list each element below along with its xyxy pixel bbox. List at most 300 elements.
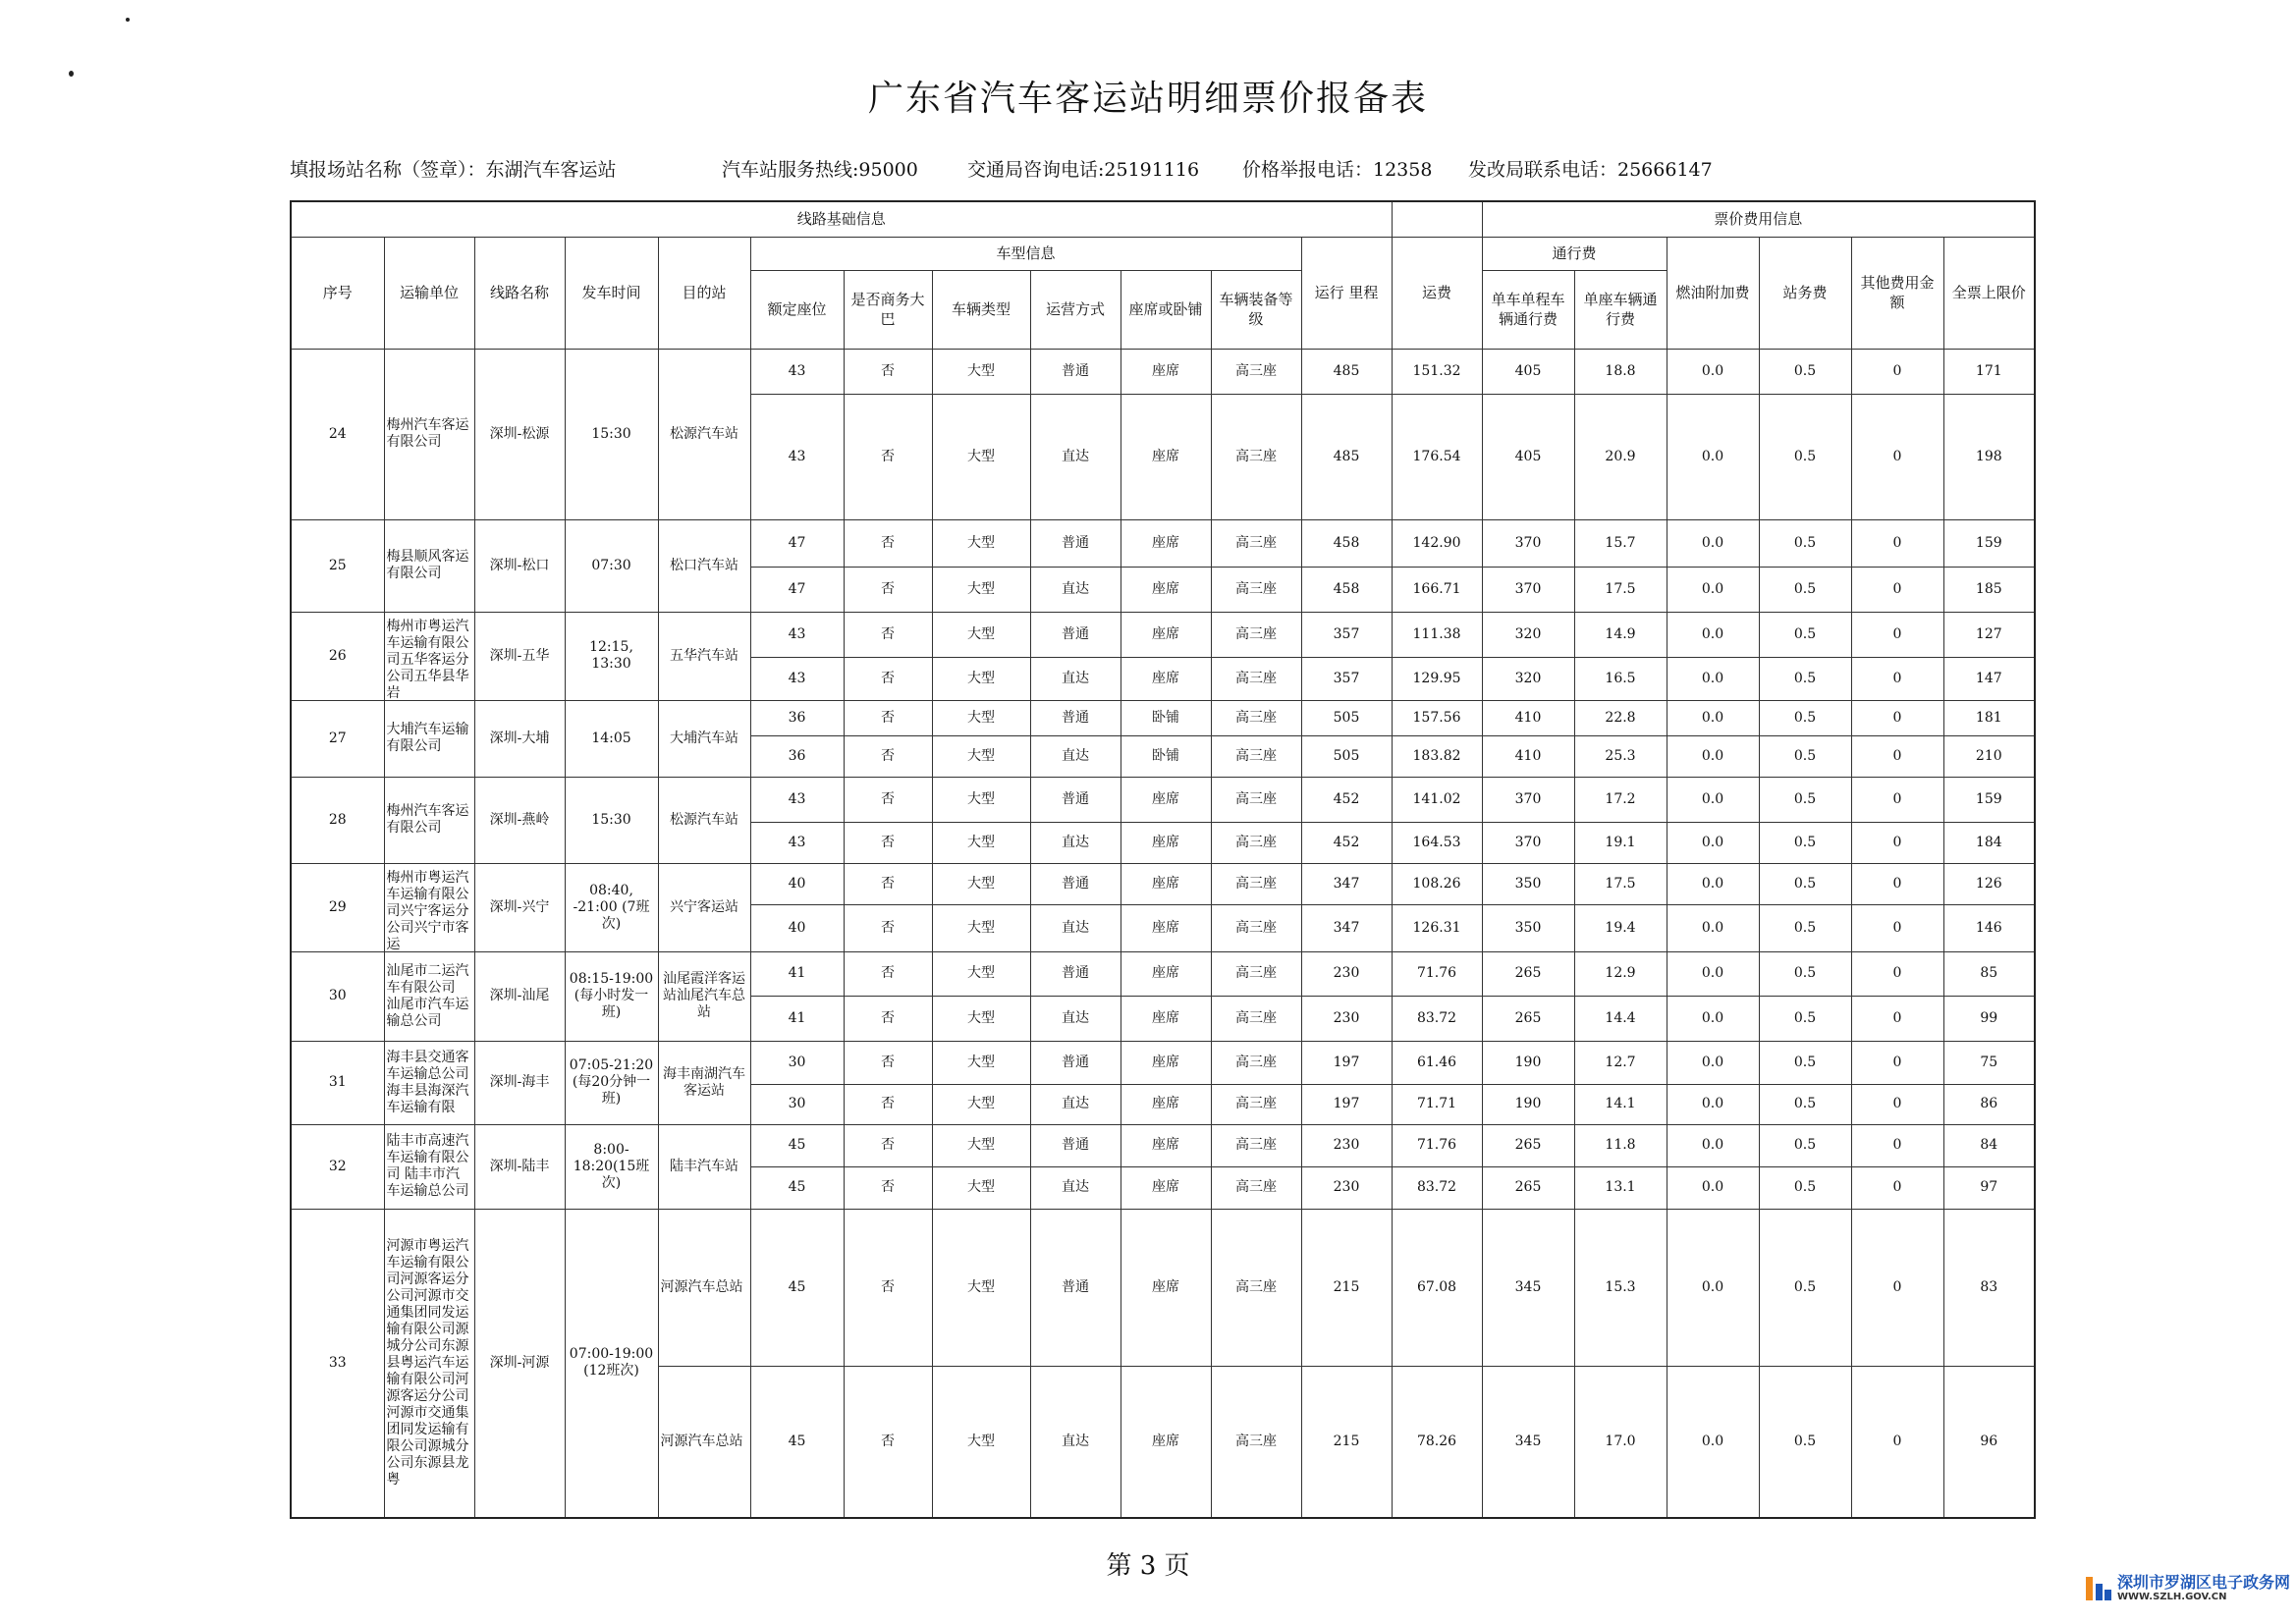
other-fee-cell: 0 xyxy=(1851,904,1943,951)
operator-cell xyxy=(384,519,474,612)
destination-cell: 松源汽车站 xyxy=(658,777,750,863)
seat-type-cell: 座席 xyxy=(1121,863,1211,904)
max-price-cell: 99 xyxy=(1943,996,2035,1041)
station-fee-cell: 0.5 xyxy=(1759,1084,1851,1124)
departure-cell: 08:40, -21:00 (7班次) xyxy=(565,863,658,951)
other-fee-cell: 0 xyxy=(1851,1166,1943,1209)
business-cell: 否 xyxy=(844,1124,932,1166)
fare-info-header: 票价费用信息 xyxy=(1482,201,2035,237)
departure-cell: 08:15-19:00 (每小时发一班) xyxy=(565,951,658,1041)
vehicle-type-cell: 大型 xyxy=(932,612,1030,657)
seats-cell: 43 xyxy=(750,612,844,657)
station-fee-cell: 0.5 xyxy=(1759,822,1851,863)
fare-cell: 164.53 xyxy=(1392,822,1482,863)
seat-type-cell: 座席 xyxy=(1121,612,1211,657)
mode-cell: 普通 xyxy=(1030,1209,1121,1366)
toll-seat-cell: 22.8 xyxy=(1574,700,1667,735)
seat-type-cell: 卧铺 xyxy=(1121,735,1211,777)
grade-cell: 高三座 xyxy=(1211,735,1301,777)
table-row xyxy=(291,519,2035,567)
mileage-cell: 485 xyxy=(1301,349,1392,394)
max-price-cell: 85 xyxy=(1943,951,2035,996)
seat-type-cell: 座席 xyxy=(1121,349,1211,394)
table-row xyxy=(291,612,2035,657)
toll-seat-cell: 17.0 xyxy=(1574,1366,1667,1518)
grade-cell: 高三座 xyxy=(1211,863,1301,904)
toll-single-cell: 370 xyxy=(1482,822,1574,863)
vehicle-type-cell: 大型 xyxy=(932,1366,1030,1518)
business-cell: 否 xyxy=(844,904,932,951)
grade-cell: 高三座 xyxy=(1211,700,1301,735)
col-fuel: 燃油附加费 xyxy=(1667,237,1759,349)
departure-cell: 15:30 xyxy=(565,777,658,863)
route-cell: 深圳-松源 xyxy=(474,349,565,519)
mileage-cell: 485 xyxy=(1301,394,1392,519)
vehicle-type-cell: 大型 xyxy=(932,951,1030,996)
grade-cell: 高三座 xyxy=(1211,1124,1301,1166)
seats-cell: 36 xyxy=(750,700,844,735)
seats-cell: 45 xyxy=(750,1124,844,1166)
col-toll-seat: 单座车辆通行费 xyxy=(1574,270,1667,349)
departure-cell: 15:30 xyxy=(565,349,658,519)
seat-type-cell: 座席 xyxy=(1121,1209,1211,1366)
seat-type-cell: 座席 xyxy=(1121,657,1211,700)
vehicle-type-cell: 大型 xyxy=(932,863,1030,904)
seq-cell: 30 xyxy=(291,951,384,1041)
fuel-cell: 0.0 xyxy=(1667,735,1759,777)
operator-cell xyxy=(384,951,474,1041)
hotline: 汽车站服务热线:95000 xyxy=(722,159,918,181)
mode-cell: 普通 xyxy=(1030,863,1121,904)
col-max: 全票上限价 xyxy=(1943,237,2035,349)
scan-speck xyxy=(69,71,74,77)
seq-cell: 25 xyxy=(291,519,384,612)
toll-seat-cell: 11.8 xyxy=(1574,1124,1667,1166)
business-cell: 否 xyxy=(844,1209,932,1366)
mileage-cell: 230 xyxy=(1301,1166,1392,1209)
toll-single-cell: 345 xyxy=(1482,1366,1574,1518)
mileage-cell: 452 xyxy=(1301,777,1392,822)
table-row xyxy=(291,863,2035,904)
max-price-cell: 146 xyxy=(1943,904,2035,951)
seat-type-cell: 座席 xyxy=(1121,394,1211,519)
departure-cell: 07:30 xyxy=(565,519,658,612)
station-fee-cell: 0.5 xyxy=(1759,1041,1851,1084)
station-fee-cell: 0.5 xyxy=(1759,996,1851,1041)
col-grade: 车辆装备等级 xyxy=(1211,270,1301,349)
station-fee-cell: 0.5 xyxy=(1759,904,1851,951)
fare-cell: 176.54 xyxy=(1392,394,1482,519)
mileage-cell: 215 xyxy=(1301,1209,1392,1366)
fare-cell: 67.08 xyxy=(1392,1209,1482,1366)
fuel-cell: 0.0 xyxy=(1667,996,1759,1041)
business-cell: 否 xyxy=(844,700,932,735)
other-fee-cell: 0 xyxy=(1851,700,1943,735)
fare-cell: 166.71 xyxy=(1392,567,1482,612)
grade-cell: 高三座 xyxy=(1211,657,1301,700)
business-cell: 否 xyxy=(844,567,932,612)
grade-cell: 高三座 xyxy=(1211,1166,1301,1209)
other-fee-cell: 0 xyxy=(1851,777,1943,822)
station-fee-cell: 0.5 xyxy=(1759,700,1851,735)
max-price-cell: 97 xyxy=(1943,1166,2035,1209)
seq-cell: 29 xyxy=(291,863,384,951)
toll-single-cell: 265 xyxy=(1482,1124,1574,1166)
seat-type-cell: 座席 xyxy=(1121,1366,1211,1518)
vehicle-type-cell: 大型 xyxy=(932,519,1030,567)
route-cell: 深圳-陆丰 xyxy=(474,1124,565,1209)
fare-cell: 83.72 xyxy=(1392,996,1482,1041)
mode-cell: 直达 xyxy=(1030,394,1121,519)
max-price-cell: 210 xyxy=(1943,735,2035,777)
mileage-cell: 230 xyxy=(1301,951,1392,996)
business-cell: 否 xyxy=(844,1041,932,1084)
grade-cell: 高三座 xyxy=(1211,349,1301,394)
business-cell: 否 xyxy=(844,1366,932,1518)
table-row xyxy=(291,1209,2035,1366)
mode-cell: 普通 xyxy=(1030,349,1121,394)
price-phone: 价格举报电话：12358 xyxy=(1242,159,1433,181)
vehicle-type-cell: 大型 xyxy=(932,700,1030,735)
toll-seat-cell: 14.4 xyxy=(1574,996,1667,1041)
seats-cell: 40 xyxy=(750,863,844,904)
other-fee-cell: 0 xyxy=(1851,1041,1943,1084)
seats-cell: 45 xyxy=(750,1166,844,1209)
fuel-cell: 0.0 xyxy=(1667,394,1759,519)
mode-cell: 普通 xyxy=(1030,1124,1121,1166)
grade-cell: 高三座 xyxy=(1211,951,1301,996)
grade-cell: 高三座 xyxy=(1211,612,1301,657)
toll-single-cell: 410 xyxy=(1482,700,1574,735)
operator-cell xyxy=(384,1124,474,1209)
mileage-cell: 230 xyxy=(1301,1124,1392,1166)
fare-cell: 129.95 xyxy=(1392,657,1482,700)
vehicle-type-cell: 大型 xyxy=(932,735,1030,777)
other-fee-cell: 0 xyxy=(1851,996,1943,1041)
toll-seat-cell: 13.1 xyxy=(1574,1166,1667,1209)
toll-seat-cell: 19.1 xyxy=(1574,822,1667,863)
business-cell: 否 xyxy=(844,951,932,996)
fuel-cell: 0.0 xyxy=(1667,349,1759,394)
operator-cell xyxy=(384,777,474,863)
seat-type-cell: 座席 xyxy=(1121,1041,1211,1084)
toll-single-cell: 265 xyxy=(1482,996,1574,1041)
mileage-cell: 197 xyxy=(1301,1041,1392,1084)
station-fee-cell: 0.5 xyxy=(1759,612,1851,657)
ndrc-phone: 发改局联系电话：25666147 xyxy=(1468,159,1713,181)
mode-cell: 普通 xyxy=(1030,700,1121,735)
page-title: 广东省汽车客运站明细票价报备表 xyxy=(867,79,1428,119)
seat-type-cell: 座席 xyxy=(1121,1124,1211,1166)
toll-seat-cell: 12.7 xyxy=(1574,1041,1667,1084)
other-fee-cell: 0 xyxy=(1851,657,1943,700)
station-fee-cell: 0.5 xyxy=(1759,1209,1851,1366)
mileage-cell: 347 xyxy=(1301,863,1392,904)
route-cell: 深圳-大埔 xyxy=(474,700,565,777)
business-cell: 否 xyxy=(844,863,932,904)
business-cell: 否 xyxy=(844,822,932,863)
grade-cell: 高三座 xyxy=(1211,822,1301,863)
mode-cell: 直达 xyxy=(1030,822,1121,863)
grade-cell: 高三座 xyxy=(1211,904,1301,951)
table-row xyxy=(291,777,2035,822)
mileage-cell: 505 xyxy=(1301,735,1392,777)
operator-text: 梅县顺风客运有限公司 xyxy=(386,549,469,581)
route-cell: 深圳-兴宁 xyxy=(474,863,565,951)
operator-text: 河源市粤运汽车运输有限公司河源客运分公司河源市交通集团同发运输有限公司源城分公司东源县粤运汽车运输有限公司河源客运分公司河源市交通集团同发运输有限公司源城分公司东源县龙粤 xyxy=(386,1237,469,1488)
vehicle-type-cell: 大型 xyxy=(932,657,1030,700)
vehicle-type-cell: 大型 xyxy=(932,777,1030,822)
seats-cell: 40 xyxy=(750,904,844,951)
route-info-header: 线路基础信息 xyxy=(291,201,1392,237)
departure-cell: 8:00-18:20(15班次) xyxy=(565,1124,658,1209)
station-fee-cell: 0.5 xyxy=(1759,394,1851,519)
mode-cell: 普通 xyxy=(1030,519,1121,567)
toll-single-cell: 320 xyxy=(1482,657,1574,700)
destination-cell: 海丰南湖汽车客运站 xyxy=(658,1041,750,1124)
mileage-cell: 197 xyxy=(1301,1084,1392,1124)
other-fee-cell: 0 xyxy=(1851,1209,1943,1366)
col-seats: 额定座位 xyxy=(750,270,844,349)
vehicle-type-cell: 大型 xyxy=(932,1166,1030,1209)
destination-cell: 五华汽车站 xyxy=(658,612,750,700)
vehicle-type-cell: 大型 xyxy=(932,1084,1030,1124)
fuel-cell: 0.0 xyxy=(1667,822,1759,863)
business-cell: 否 xyxy=(844,394,932,519)
fuel-cell: 0.0 xyxy=(1667,1366,1759,1518)
max-price-cell: 127 xyxy=(1943,612,2035,657)
seats-cell: 47 xyxy=(750,519,844,567)
fare-cell: 83.72 xyxy=(1392,1166,1482,1209)
station-fee-cell: 0.5 xyxy=(1759,519,1851,567)
col-station-fee: 站务费 xyxy=(1759,237,1851,349)
toll-seat-cell: 17.5 xyxy=(1574,567,1667,612)
fare-cell: 142.90 xyxy=(1392,519,1482,567)
seat-type-cell: 座席 xyxy=(1121,996,1211,1041)
seats-cell: 30 xyxy=(750,1084,844,1124)
other-fee-cell: 0 xyxy=(1851,349,1943,394)
mode-cell: 普通 xyxy=(1030,612,1121,657)
seq-cell: 28 xyxy=(291,777,384,863)
max-price-cell: 147 xyxy=(1943,657,2035,700)
seats-cell: 45 xyxy=(750,1366,844,1518)
fuel-cell: 0.0 xyxy=(1667,1041,1759,1084)
operator-cell xyxy=(384,1041,483,1124)
route-cell: 深圳-汕尾 xyxy=(474,951,565,1041)
business-cell: 否 xyxy=(844,1084,932,1124)
max-price-cell: 86 xyxy=(1943,1084,2035,1124)
seats-cell: 36 xyxy=(750,735,844,777)
vehicle-type-cell: 大型 xyxy=(932,1041,1030,1084)
station-fee-cell: 0.5 xyxy=(1759,863,1851,904)
mode-cell: 直达 xyxy=(1030,657,1121,700)
col-mileage: 运行 里程 xyxy=(1301,237,1392,349)
fare-cell: 151.32 xyxy=(1392,349,1482,394)
mileage-cell: 215 xyxy=(1301,1366,1392,1518)
route-cell: 深圳-松口 xyxy=(474,519,565,612)
mileage-cell: 357 xyxy=(1301,612,1392,657)
station-fee-cell: 0.5 xyxy=(1759,349,1851,394)
vehicle-type-cell: 大型 xyxy=(932,904,1030,951)
operator-text: 梅州汽车客运有限公司 xyxy=(386,803,469,836)
other-fee-cell: 0 xyxy=(1851,567,1943,612)
toll-single-cell: 370 xyxy=(1482,777,1574,822)
station-fee-cell: 0.5 xyxy=(1759,1366,1851,1518)
col-seat-type: 座席或卧铺 xyxy=(1121,270,1211,349)
vehicle-type-cell: 大型 xyxy=(932,1124,1030,1166)
scan-speck xyxy=(126,18,130,22)
table-row xyxy=(291,700,2035,735)
max-price-cell: 159 xyxy=(1943,777,2035,822)
mileage-cell: 347 xyxy=(1301,904,1392,951)
mileage-cell: 230 xyxy=(1301,996,1392,1041)
fuel-cell: 0.0 xyxy=(1667,1209,1759,1366)
seats-cell: 43 xyxy=(750,394,844,519)
col-seq: 序号 xyxy=(291,237,384,349)
toll-seat-cell: 19.4 xyxy=(1574,904,1667,951)
toll-single-cell: 350 xyxy=(1482,863,1574,904)
station-fee-cell: 0.5 xyxy=(1759,951,1851,996)
operator-cell xyxy=(384,700,474,777)
other-fee-cell: 0 xyxy=(1851,1366,1943,1518)
max-price-cell: 171 xyxy=(1943,349,2035,394)
mode-cell: 直达 xyxy=(1030,996,1121,1041)
max-price-cell: 126 xyxy=(1943,863,2035,904)
business-cell: 否 xyxy=(844,777,932,822)
toll-seat-cell: 17.2 xyxy=(1574,777,1667,822)
fare-cell: 71.76 xyxy=(1392,1124,1482,1166)
table-row xyxy=(291,349,2035,394)
fuel-cell: 0.0 xyxy=(1667,777,1759,822)
business-cell: 否 xyxy=(844,735,932,777)
business-cell: 否 xyxy=(844,996,932,1041)
station-fee-cell: 0.5 xyxy=(1759,657,1851,700)
toll-single-cell: 370 xyxy=(1482,519,1574,567)
table-row xyxy=(291,951,2035,996)
site-logo-icon xyxy=(2084,1574,2113,1603)
operator-text: 梅州市粤运汽车运输有限公司兴宁客运分公司兴宁市客运 xyxy=(386,870,469,952)
toll-seat-cell: 25.3 xyxy=(1574,735,1667,777)
seats-cell: 45 xyxy=(750,1209,844,1366)
mode-cell: 普通 xyxy=(1030,777,1121,822)
toll-single-cell: 320 xyxy=(1482,612,1574,657)
fuel-cell: 0.0 xyxy=(1667,612,1759,657)
grade-cell: 高三座 xyxy=(1211,1084,1301,1124)
toll-single-cell: 350 xyxy=(1482,904,1574,951)
fare-cell: 61.46 xyxy=(1392,1041,1482,1084)
toll-seat-cell: 15.3 xyxy=(1574,1209,1667,1366)
fuel-cell: 0.0 xyxy=(1667,567,1759,612)
seat-type-cell: 座席 xyxy=(1121,951,1211,996)
grade-cell: 高三座 xyxy=(1211,394,1301,519)
max-price-cell: 96 xyxy=(1943,1366,2035,1518)
grade-cell: 高三座 xyxy=(1211,1041,1301,1084)
toll-single-cell: 405 xyxy=(1482,349,1574,394)
business-cell: 否 xyxy=(844,1166,932,1209)
fuel-cell: 0.0 xyxy=(1667,904,1759,951)
max-price-cell: 185 xyxy=(1943,567,2035,612)
vehicle-type-cell: 大型 xyxy=(932,1209,1030,1366)
other-fee-cell: 0 xyxy=(1851,735,1943,777)
toll-seat-cell: 20.9 xyxy=(1574,394,1667,519)
other-fee-cell: 0 xyxy=(1851,519,1943,567)
other-fee-cell: 0 xyxy=(1851,612,1943,657)
seat-type-cell: 座席 xyxy=(1121,1166,1211,1209)
max-price-cell: 184 xyxy=(1943,822,2035,863)
toll-single-cell: 410 xyxy=(1482,735,1574,777)
max-price-cell: 181 xyxy=(1943,700,2035,735)
fare-cell: 71.76 xyxy=(1392,951,1482,996)
seats-cell: 30 xyxy=(750,1041,844,1084)
seats-cell: 43 xyxy=(750,349,844,394)
toll-single-cell: 265 xyxy=(1482,951,1574,996)
fare-cell: 111.38 xyxy=(1392,612,1482,657)
mileage-cell: 458 xyxy=(1301,567,1392,612)
toll-seat-cell: 14.1 xyxy=(1574,1084,1667,1124)
seat-type-cell: 座席 xyxy=(1121,519,1211,567)
destination-cell: 大埔汽车站 xyxy=(658,700,750,777)
operator-cell xyxy=(384,863,474,951)
col-route: 线路名称 xyxy=(474,237,565,349)
route-cell: 深圳-海丰 xyxy=(474,1041,565,1124)
seat-type-cell: 座席 xyxy=(1121,1084,1211,1124)
operator-text: 梅州汽车客运有限公司 xyxy=(386,417,469,450)
seq-cell: 31 xyxy=(291,1041,384,1124)
col-mode: 运营方式 xyxy=(1030,270,1121,349)
grade-cell: 高三座 xyxy=(1211,519,1301,567)
destination-cell: 松口汽车站 xyxy=(658,519,750,612)
toll-seat-cell: 15.7 xyxy=(1574,519,1667,567)
watermark-name: 深圳市罗湖区电子政务网 xyxy=(2117,1573,2291,1592)
watermark-url: WWW.SZLH.GOV.CN xyxy=(2117,1592,2227,1602)
seat-type-cell: 座席 xyxy=(1121,777,1211,822)
grade-cell: 高三座 xyxy=(1211,1209,1301,1366)
seat-type-cell: 卧铺 xyxy=(1121,700,1211,735)
toll-single-cell: 190 xyxy=(1482,1041,1574,1084)
grade-cell: 高三座 xyxy=(1211,777,1301,822)
fuel-cell: 0.0 xyxy=(1667,1124,1759,1166)
operator-text: 大埔汽车运输有限公司 xyxy=(386,722,469,754)
other-fee-cell: 0 xyxy=(1851,863,1943,904)
grade-cell: 高三座 xyxy=(1211,1366,1301,1518)
departure-cell: 12:15, 13:30 xyxy=(565,612,658,700)
destination-cell: 陆丰汽车站 xyxy=(658,1124,750,1209)
mode-cell: 直达 xyxy=(1030,1084,1121,1124)
seq-cell: 24 xyxy=(291,349,384,519)
destination-cell: 兴宁客运站 xyxy=(658,863,750,951)
seats-cell: 43 xyxy=(750,657,844,700)
mode-cell: 直达 xyxy=(1030,904,1121,951)
toll-seat-cell: 18.8 xyxy=(1574,349,1667,394)
operator-cell xyxy=(384,349,474,519)
other-fee-cell: 0 xyxy=(1851,1084,1943,1124)
vehicle-type-cell: 大型 xyxy=(932,567,1030,612)
fare-cell: 78.26 xyxy=(1392,1366,1482,1518)
fuel-cell: 0.0 xyxy=(1667,657,1759,700)
transport-phone: 交通局咨询电话:25191116 xyxy=(967,159,1200,181)
watermark xyxy=(2084,1574,2290,1603)
station-fee-cell: 0.5 xyxy=(1759,777,1851,822)
fuel-cell: 0.0 xyxy=(1667,951,1759,996)
toll-single-cell: 370 xyxy=(1482,567,1574,612)
seq-cell: 33 xyxy=(291,1209,384,1518)
grade-cell: 高三座 xyxy=(1211,996,1301,1041)
mode-cell: 直达 xyxy=(1030,735,1121,777)
fare-table xyxy=(290,200,2036,1519)
route-cell: 深圳-河源 xyxy=(474,1209,565,1518)
operator-text: 汕尾市二运汽车有限公司 汕尾市汽车运输总公司 xyxy=(386,962,469,1029)
station-fee-cell: 0.5 xyxy=(1759,1124,1851,1166)
